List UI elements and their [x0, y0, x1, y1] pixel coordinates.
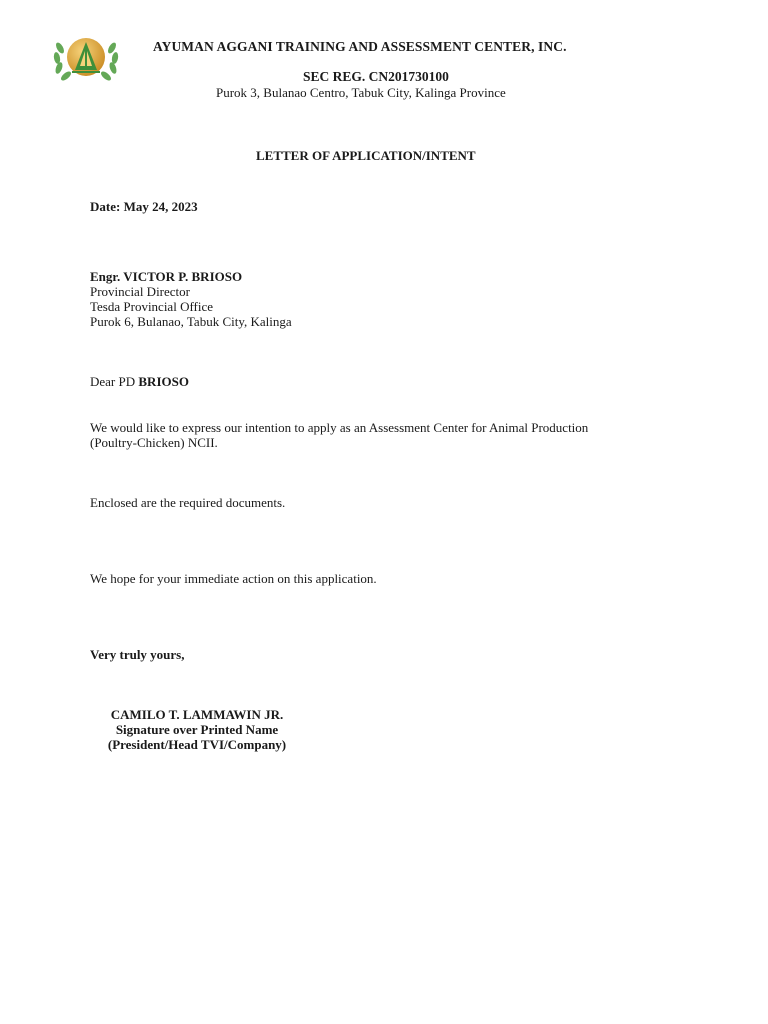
- body-paragraph-1-line-2: (Poultry-Chicken) NCII.: [90, 435, 218, 450]
- recipient-position: Provincial Director: [90, 284, 190, 299]
- recipient-office: Tesda Provincial Office: [90, 299, 214, 314]
- letter-title: LETTER OF APPLICATION/INTENT: [256, 148, 476, 163]
- salutation-prefix: Dear PD: [90, 374, 139, 389]
- body-paragraph-2: Enclosed are the required documents.: [90, 495, 286, 510]
- signatory-name: CAMILO T. LAMMAWIN JR.: [110, 707, 284, 722]
- recipient-name: Engr. VICTOR P. BRIOSO: [90, 269, 243, 284]
- signature-caption: Signature over Printed Name: [115, 722, 279, 737]
- letter-date: Date: May 24, 2023: [90, 199, 198, 214]
- body-paragraph-1-line-1: We would like to express our intention to apply as an Assessment Center for Animal Production: [90, 420, 589, 435]
- salutation-name: BRIOSO: [138, 374, 189, 389]
- signatory-role: (President/Head TVI/Company): [107, 737, 287, 752]
- recipient-address: Purok 6, Bulanao, Tabuk City, Kalinga: [90, 314, 292, 329]
- closing: Very truly yours,: [90, 647, 185, 662]
- salutation: [90, 374, 189, 390]
- organization-logo-icon: [50, 30, 122, 86]
- sec-registration: SEC REG. CN201730100: [303, 69, 449, 84]
- body-paragraph-3: We hope for your immediate action on this application.: [90, 571, 377, 586]
- organization-address: Purok 3, Bulanao Centro, Tabuk City, Kalinga Province: [216, 85, 506, 100]
- organization-name: AYUMAN AGGANI TRAINING AND ASSESSMENT CENTER, INC.: [153, 39, 567, 54]
